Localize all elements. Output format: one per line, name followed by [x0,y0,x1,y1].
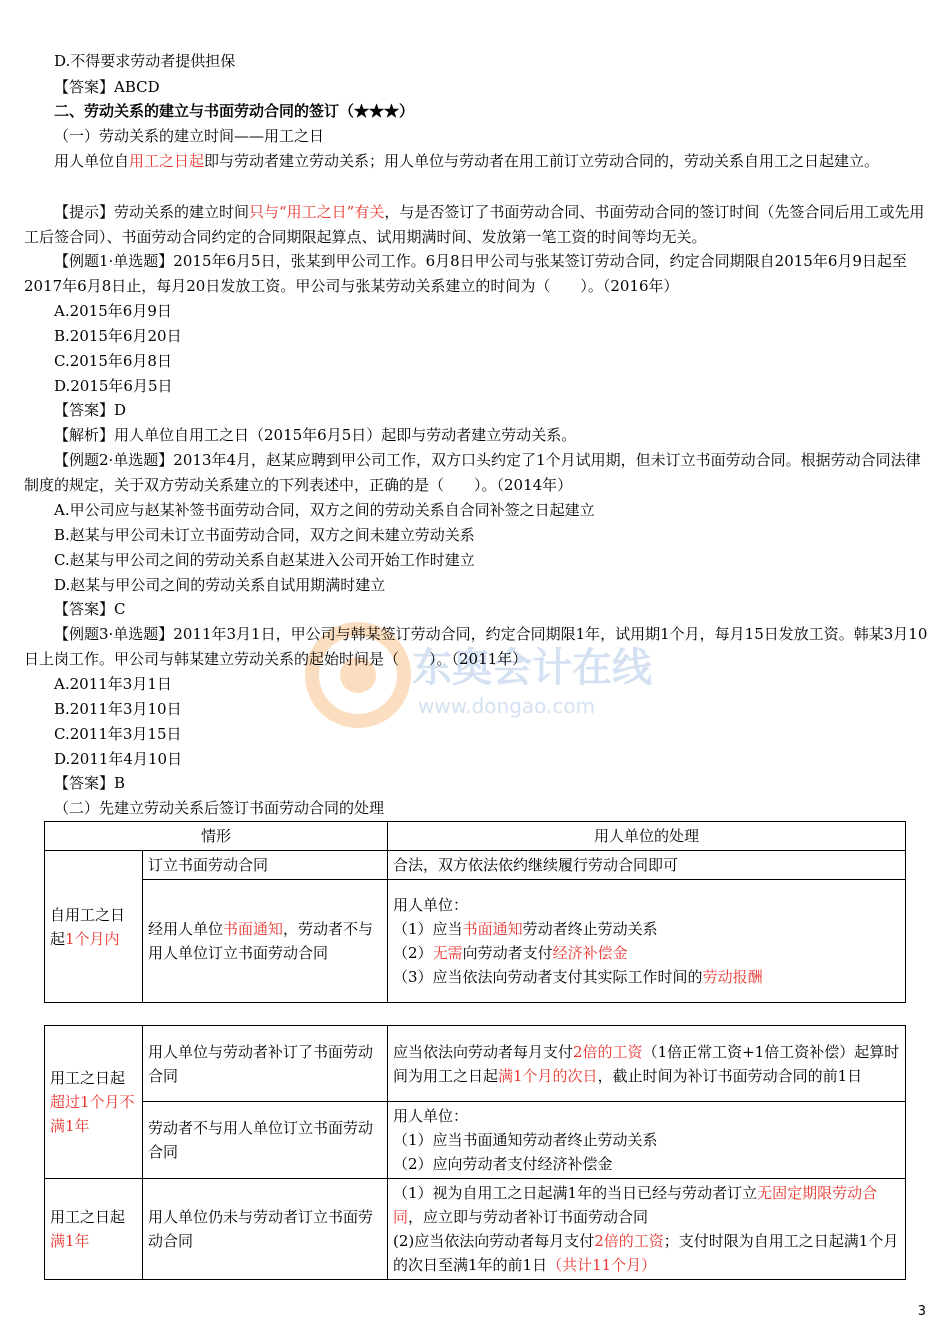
example-2-stem: 【例题2·单选题】2013年4月，赵某应聘到甲公司工作，双方口头约定了1个月试用期，但未订立书面劳动合同。根据劳动合同法律制度的规定，关于双方劳动关系建立的下列表述中，正确的是（ ）。（2014年） [24,451,921,494]
group-full-1-year: 用工之日起满1年 [45,1179,143,1280]
example-3-stem: 【例题3·单选题】2011年3月1日，甲公司与韩某签订劳动合同，约定合同期限1年，试用期1个月，每月15日发放工资。韩某3月10日上岗工作。甲公司与韩某建立劳动关系的起始时间是（ ）。（2011年） [24,625,928,668]
example-2-option-d: D.赵某与甲公司之间的劳动关系自试用期满时建立 [54,576,386,594]
tip-paragraph: 【提示】劳动关系的建立时间只与“用工之日”有关，与是否签订了书面劳动合同、书面劳动合同的签订时间（先签合同后用工或先用工后签合同）、书面劳动合同约定的合同期限起算点、试用期满时间、发放第一笔工资的时间等均无关。 [24,203,925,246]
watermark-text: 东奥会计在线 [412,645,652,691]
handling-worker-not-signing: 用人单位： （1）应当书面通知劳动者终止劳动关系 （2）应向劳动者支付经济补偿金 [388,1102,906,1179]
table-header-case: 情形 [45,822,388,851]
subsection-1-title: （一）劳动关系的建立时间——用工之日 [54,127,325,145]
group-within-1-month: 自用工之日起1个月内 [45,851,143,1003]
case-signed-contract: 订立书面劳动合同 [143,851,388,880]
handling-contract-supplemented: 应当依法向劳动者每月支付2倍的工资（1倍正常工资+1倍工资补偿）起算时间为用工之日起满1个月的次日，截止时间为补订书面劳动合同的前1日 [388,1026,906,1102]
table-header-handling: 用人单位的处理 [388,822,906,851]
table-over-one-month [44,1025,906,1280]
example-1-stem: 【例题1·单选题】2015年6月5日，张某到甲公司工作。6月8日甲公司与张某签订劳动合同，约定合同期限自2015年6月9日起至2017年6月8日止，每月20日发放工资。甲公司与张某劳动关系建立的时间为（ ）。（2016年） [24,252,907,295]
example-1-option-d: D.2015年6月5日 [54,377,173,395]
case-employer-still-not-signing: 用人单位仍未与劳动者订立书面劳动合同 [143,1179,388,1280]
answer-prev: 【答案】ABCD [54,78,160,96]
section-heading: 二、劳动关系的建立与书面劳动合同的签订（★★★） [54,102,415,120]
example-2-option-b: B.赵某与甲公司未订立书面劳动合同，双方之间未建立劳动关系 [54,526,475,544]
handling-employer-still-not-signing: （1）视为自用工之日起满1年的当日已经与劳动者订立无固定期限劳动合同，应立即与劳动者补订书面劳动合同 (2)应当依法向劳动者每月支付2倍的工资；支付时限为自用工之日起满1个月的次日至满1年的前1日（共计11个月） [388,1179,906,1280]
example-3-option-a: A.2011年3月1日 [54,675,172,693]
example-3-option-b: B.2011年3月10日 [54,700,182,718]
case-contract-supplemented: 用人单位与劳动者补订了书面劳动合同 [143,1026,388,1102]
table-within-one-month [44,821,906,1003]
example-3-option-d: D.2011年4月10日 [54,750,183,768]
example-1-answer: 【答案】D [54,401,127,419]
watermark-url: www.dongao.com [418,694,596,718]
example-1-analysis: 【解析】用人单位自用工之日（2015年6月5日）起即与劳动者建立劳动关系。 [54,426,577,444]
example-3-answer: 【答案】B [54,774,126,792]
example-2-answer: 【答案】C [54,600,126,618]
handling-worker-refuses: 用人单位： （1）应当书面通知劳动者终止劳动关系 （2）无需向劳动者支付经济补偿金 （3）应当依法向劳动者支付其实际工作时间的劳动报酬 [388,880,906,1003]
example-2-option-c: C.赵某与甲公司之间的劳动关系自赵某进入公司开始工作时建立 [54,551,475,569]
page-number: 3 [917,1304,926,1319]
group-over-1-month: 用工之日起超过1个月不满1年 [45,1026,143,1179]
example-2-option-a: A.甲公司应与赵某补签书面劳动合同，双方之间的劳动关系自合同补签之日起建立 [54,501,595,519]
case-worker-not-signing: 劳动者不与用人单位订立书面劳动合同 [143,1102,388,1179]
handling-signed-contract: 合法，双方依法依约继续履行劳动合同即可 [388,851,906,880]
subsection-2-title: （二）先建立劳动关系后签订书面劳动合同的处理 [54,799,385,817]
paragraph-employment-start: 用人单位自用工之日起即与劳动者建立劳动关系；用人单位与劳动者在用工前订立劳动合同的，劳动关系自用工之日起建立。 [54,152,880,170]
example-1-option-c: C.2015年6月8日 [54,352,172,370]
example-3-option-c: C.2011年3月15日 [54,725,182,743]
option-d-prev: D.不得要求劳动者提供担保 [54,52,236,70]
case-worker-refuses: 经用人单位书面通知，劳动者不与用人单位订立书面劳动合同 [143,880,388,1003]
example-1-option-a: A.2015年6月9日 [54,302,172,320]
example-1-option-b: B.2015年6月20日 [54,327,182,345]
